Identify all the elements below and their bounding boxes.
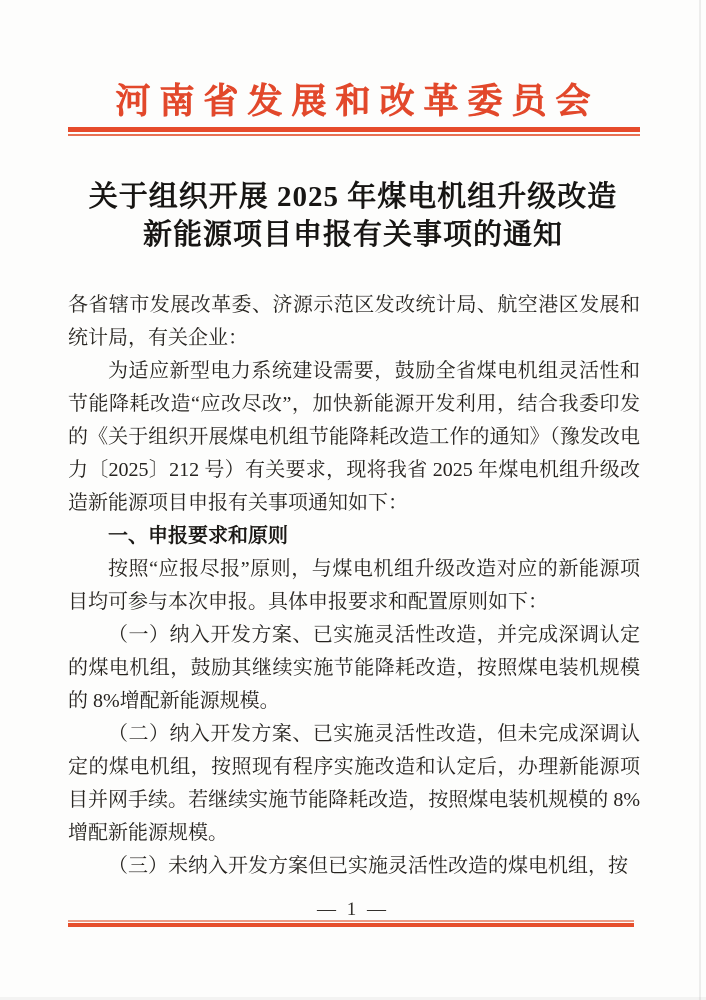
item-3-paragraph: （三）未纳入开发方案但已实施灵活性改造的煤电机组，按 <box>108 855 628 877</box>
section-1-heading: 一、申报要求和原则 <box>108 525 288 547</box>
document-title <box>0 178 706 254</box>
section-1-lead-paragraph: 按照“应报尽报”原则，与煤电机组升级改造对应的新能源项目均可参与本次申报。具体申报要求和配置原则如下： <box>68 558 640 613</box>
document-title-line2: 新能源项目申报有关事项的通知 <box>142 219 563 251</box>
footer-divider <box>68 920 634 927</box>
footer-divider-thick-line <box>68 923 634 927</box>
document-title-line1: 关于组织开展 2025 年煤电机组升级改造 <box>88 181 618 213</box>
letterhead-divider-thin-line <box>68 134 640 136</box>
scan-edge-right <box>699 0 701 1000</box>
page-number: — 1 — <box>317 899 389 920</box>
recipients-line: 各省辖市发展改革委、济源示范区发改统计局、航空港区发展和统计局，有关企业： <box>68 294 640 349</box>
letterhead-divider <box>68 127 640 136</box>
document-body <box>68 289 640 883</box>
letterhead-title: 河南省发展和改革委员会 <box>115 82 600 121</box>
item-1-paragraph: （一）纳入开发方案、已实施灵活性改造，并完成深调认定的煤电机组，鼓励其继续实施节能降耗改造，按照煤电装机规模的 8%增配新能源规模。 <box>68 624 640 712</box>
intro-paragraph: 为适应新型电力系统建设需要，鼓励全省煤电机组灵活性和节能降耗改造“应改尽改”，加快新能源开发利用，结合我委印发的《关于组织开展煤电机组节能降耗改造工作的通知》（豫发改电力〔2025〕212 号）有关要求，现将我省 2025 年煤电机组升级改造新能源项目申报有关事项通知如下： <box>68 360 640 514</box>
item-2-paragraph: （二）纳入开发方案、已实施灵活性改造，但未完成深调认定的煤电机组，按照现有程序实施改造和认定后，办理新能源项目并网手续。若继续实施节能降耗改造，按照煤电装机规模的 8%增配新能源规模。 <box>68 723 640 844</box>
